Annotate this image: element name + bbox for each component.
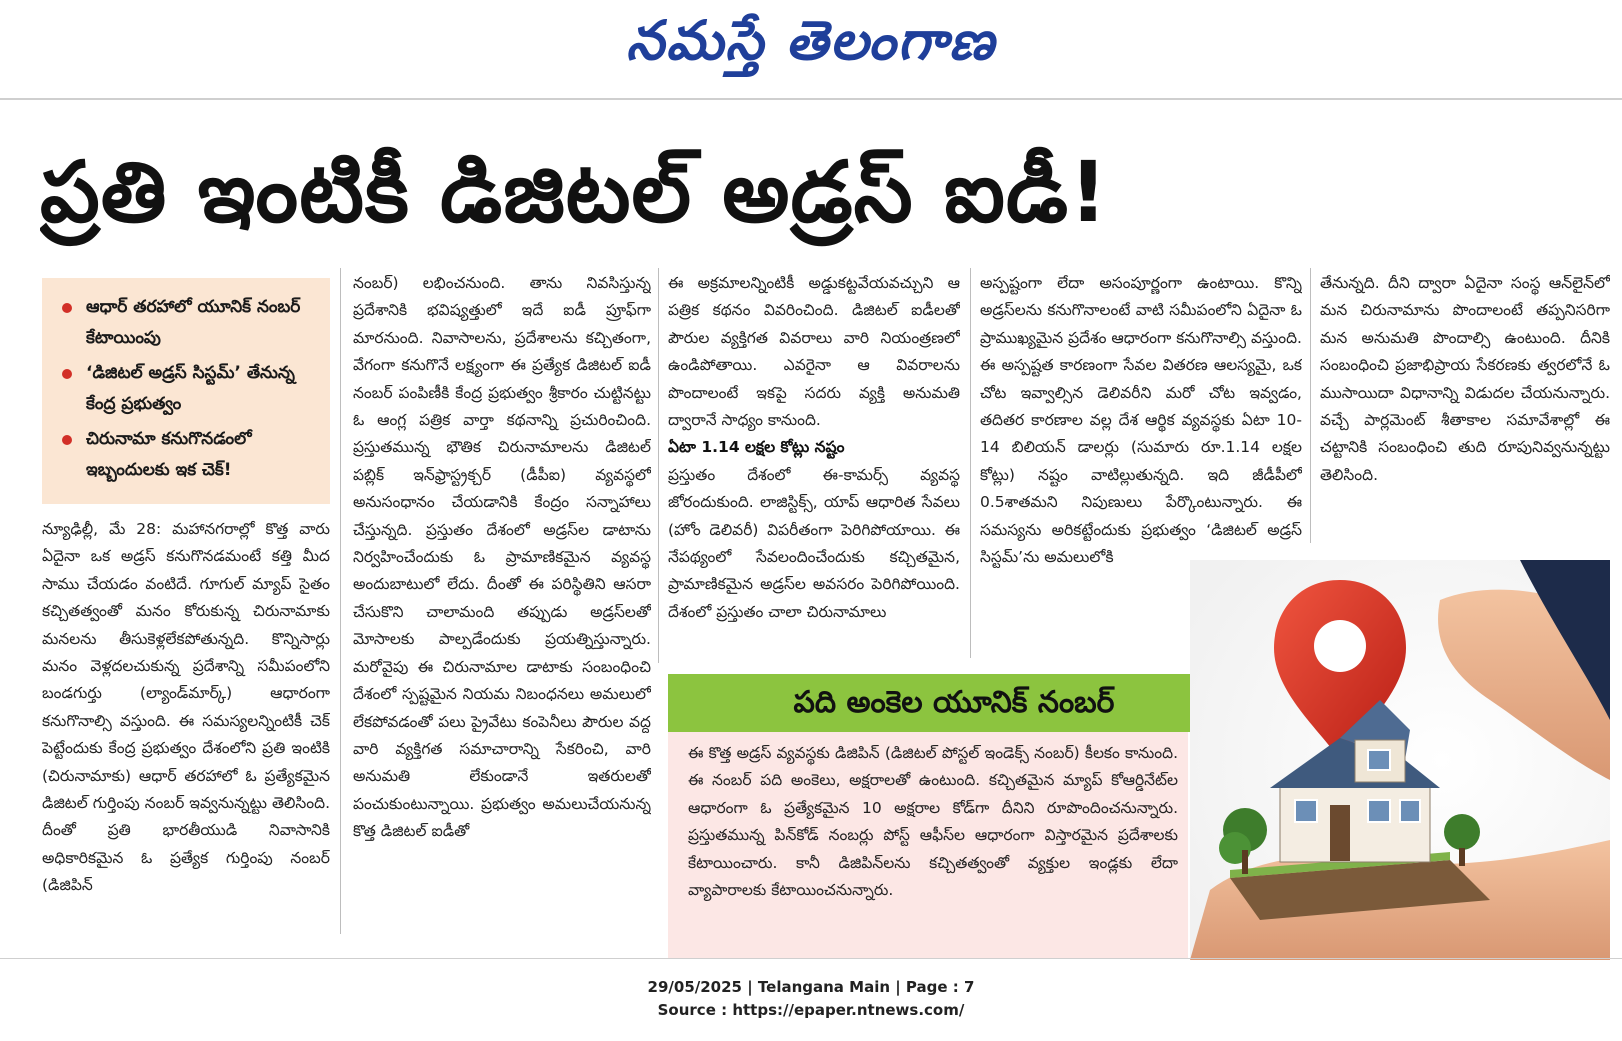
headline: ప్రతి ఇంటికీ డిజిటల్ అడ్రస్ ఐడీ! [40, 143, 1109, 241]
highlight-text: ‘డిజిటల్ అడ్రస్ సిస్టమ్’ తేనున్న కేంద్ర ప్రభుత్వం [86, 363, 295, 414]
article-text: తేనున్నది. దీని ద్వారా ఏదైనా సంస్థ ఆన్‌లైన్‌లో మన చిరునామాను పొందాలంటే తప్పనిసరిగా మన అనుమతి పొందాల్సి ఉంటుంది. దీనికి సంబంధించి ప్రజాభిప్రాయ సేకరణకు త్వరలోనే ఓ ముసాయిదా విధానాన్ని విడుదల చేయనున్నారు. వచ్చే పార్లమెంట్ శీతాకాల సమావేశాల్లో ఈ చట్టానికి సంబంధించి తుది రూపునివ్వనున్నట్టు తెలిసింది. [1320, 274, 1610, 484]
highlight-text: చిరునామా కనుగొనడంలో ఇబ్బందులకు ఇక చెక్! [86, 429, 252, 480]
footer-source: Source : https://epaper.ntnews.com/ [657, 1001, 965, 1019]
article-text: న్యూఢిల్లీ, మే 28: మహానగరాల్లో కొత్త వారు ఏదైనా ఒక అడ్రస్ కనుగొనడమంటే కత్తి మీద సాము చేయడం వంటిదే. గూగుల్ మ్యాప్ సైతం కచ్చితత్వంతో మనం కోరుకున్న చిరునామాకు మనలను తీసుకెళ్లలేకపోతున్నది. కొన్నిసార్లు మనం వెళ్లదలచుకున్న ప్రదేశాన్ని సమీపంలోని బండగుర్తు (ల్యాండ్‌మార్క్) ఆధారంగా కనుగొనాల్సి వస్తుంది. ఈ సమస్యలన్నింటికీ చెక్ పెట్టేందుకు కేంద్ర ప్రభుత్వం దేశంలోని ప్రతి ఇంటికి (చిరునామాకు) ఆధార్ తరహాలో ఓ ప్రత్యేకమైన డిజిటల్ గుర్తింపు నంబర్ ఇవ్వనున్నట్టు తెలిసింది. దీంతో ప్రతి భారతీయుడి నివాసానికి అధికారికమైన ఓ ప్రత్యేక గుర్తింపు నంబర్ (డిజిపిన్ [42, 520, 330, 895]
article-text: ప్రస్తుతం దేశంలో ఈ-కామర్స్ వ్యవస్థ జోరందుకుంది. లాజిస్టిక్స్, యాప్ ఆధారిత సేవలు (హోం డెలివరీ) విపరీతంగా పెరిగిపోయాయి. ఈ నేపథ్యంలో సేవలందించేందుకు కచ్చితమైన, ప్రామాణికమైన అడ్రస్‌ల అవసరం పెరిగిపోయింది. దేశంలో ప్రస్తుతం చాలా చిరునామాలు [668, 465, 960, 621]
highlights-box [42, 278, 330, 504]
article-column-1 [42, 516, 330, 932]
page-footer [0, 976, 1622, 1022]
masthead: నమస్తే తెలంగాణ [626, 8, 996, 72]
bullet-dot-icon [62, 369, 72, 379]
highlight-item [60, 358, 316, 420]
footer-date-edition: 29/05/2025 | Telangana Main | Page : 7 [647, 978, 975, 996]
bullet-dot-icon [62, 435, 72, 445]
article-text: ఈ అక్రమాలన్నింటికీ అడ్డుకట్టవేయవచ్చుని ఆ పత్రిక కథనం వివరించింది. డిజిటల్ ఐడీలతో పౌరుల వ్యక్తిగత వివరాలు వారి నియంత్రణలో ఉండిపోతాయి. ఎవరైనా ఆ వివరాలను పొందాలంటే ఇకపై సదరు వ్యక్తి అనుమతి ద్వారానే సాధ్యం కానుంది. [668, 274, 960, 430]
article-text: అస్పష్టంగా లేదా అసంపూర్ణంగా ఉంటాయి. కొన్ని అడ్రస్‌లను కనుగొనాలంటే వాటి సమీపంలోని ఏదైనా ఓ ప్రాముఖ్యమైన ప్రదేశం ఆధారంగా కనుగొనాల్సి వస్తుంది. ఈ అస్పష్టత కారణంగా సేవల వితరణ ఆలస్యమై, ఒక చోట ఇవ్వాల్సిన డెలివరీని మరో చోట ఇవ్వడం, తదితర కారణాల వల్ల దేశ ఆర్థిక వ్యవస్థకు ఏటా 10-14 బిలియన్ డాలర్లు (సుమారు రూ.1.14 లక్షల కోట్లు) నష్టం వాటిల్లుతున్నది. ఇది జీడీపీలో 0.5శాతమని నిపుణులు పేర్కొంటున్నారు. ఈ సమస్యను అరికట్టేందుకు ప్రభుత్వం ‘డిజిటల్ అడ్రస్ సిస్టమ్’ను అమలులోకి [980, 274, 1302, 567]
house-in-hand-photo [1190, 560, 1610, 960]
house-illustration [1190, 560, 1610, 960]
column-divider [658, 268, 659, 663]
highlight-text: ఆధార్ తరహాలో యూనిక్ నంబర్ కేటాయింపు [86, 297, 301, 348]
column-divider [340, 268, 341, 934]
article-column-3 [668, 270, 960, 662]
subheading: ఏటా 1.14 లక్షల కోట్లు నష్టం [668, 438, 845, 457]
highlight-item [60, 424, 316, 486]
article-text: నంబర్) లభించనుంది. తాను నివసిస్తున్న ప్రదేశానికి భవిష్యత్తులో ఇదే ఐడీ ప్రూఫ్‌గా మారనుంది. నివాసాలను, ప్రదేశాలను కచ్చితంగా, వేగంగా కనుగొనే లక్ష్యంగా ఈ ప్రత్యేక డిజిటల్ ఐడీ నంబర్ పంపిణీకి కేంద్ర ప్రభుత్వం శ్రీకారం చుట్టినట్టు ఓ ఆంగ్ల పత్రిక వార్తా కథనాన్ని ప్రచురించింది. ప్రస్తుతమున్న భౌతిక చిరునామాలను డిజిటల్ పబ్లిక్ ఇన్‌ఫ్రాస్ట్రక్చర్ (డీపీఐ) వ్యవస్థలో అనుసంధానం చేయడానికి కేంద్రం సన్నాహాలు చేస్తున్నది. ప్రస్తుతం దేశంలో అడ్రస్‌ల డాటాను నిర్వహించేందుకు ఓ ప్రామాణికమైన వ్యవస్థ అందుబాటులో లేదు. దీంతో ఈ పరిస్థితిని ఆసరా చేసుకొని చాలామంది తప్పుడు అడ్రస్‌లతో మోసాలకు పాల్పడేందుకు ప్రయత్నిస్తున్నారు. మరోవైపు ఈ చిరునామాల డాటాకు సంబంధించి దేశంలో స్పష్టమైన నియమ నిబంధనలు అమలులో లేకపోవడంతో పలు ప్రైవేటు కంపెనీలు పౌరుల వద్ద వారి వ్యక్తిగత సమాచారాన్ని సేకరించి, వారి అనుమతి లేకుండానే ఇతరులతో పంచుకుంటున్నాయి. ప్రభుత్వం అమలుచేయనున్న కొత్త డిజిటల్ ఐడీతో [353, 274, 651, 841]
masthead-divider [0, 98, 1622, 100]
footer-divider [0, 958, 1622, 959]
highlight-item [60, 292, 316, 354]
column-divider [1310, 268, 1311, 543]
boxed-story-body: ఈ కొత్త అడ్రస్ వ్యవస్థకు డిజిపిన్ (డిజిటల్ పోస్టల్ ఇండెక్స్ నంబర్) కీలకం కానుంది. ఈ నంబర్ పది అంకెలు, అక్షరాలతో ఉంటుంది. కచ్చితమైన మ్యాప్ కోఆర్డినేట్‌ల ఆధారంగా ఓ ప్రత్యేకమైన 10 అక్షరాల కోడ్‌గా దీనిని రూపొందించనున్నారు. ప్రస్తుతమున్న పిన్‌కోడ్ నంబర్లు పోస్ట్ ఆఫీస్‌ల ఆధారంగా విస్తారమైన ప్రదేశాలకు కేటాయించారు. కానీ డిజిపిన్‌లను కచ్చితత్వంతో వ్యక్తుల ఇండ్లకు లేదా వ్యాపారాలకు కేటాయించనున్నారు. [688, 744, 1178, 900]
article-column-5 [1320, 270, 1610, 540]
column-divider [970, 268, 971, 658]
boxed-story-title: పది అంకెల యూనిక్ నంబర్ [793, 685, 1115, 720]
bullet-dot-icon [62, 303, 72, 313]
article-column-2 [353, 270, 651, 932]
